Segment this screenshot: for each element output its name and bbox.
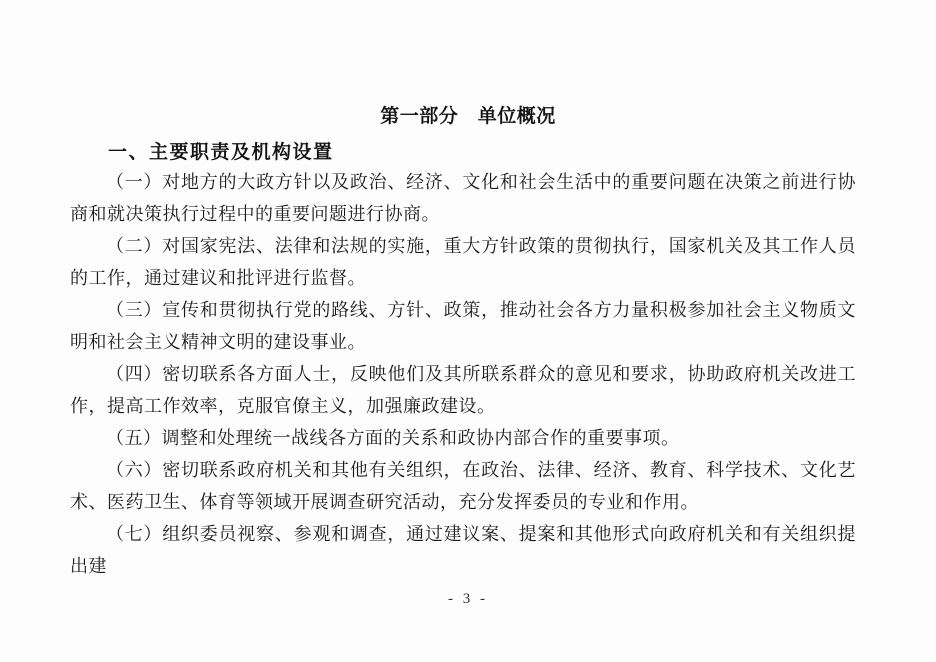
paragraph-5: （五）调整和处理统一战线各方面的关系和政协内部合作的重要事项。 <box>106 428 680 448</box>
paragraph-2: （二）对国家宪法、法律和法规的实施，重大方针政策的贯彻执行，国家机关及其工作人员的工作，通过建议和批评进行监督。 <box>70 236 856 288</box>
paragraph-3: （三）宣传和贯彻执行党的路线、方针、政策，推动社会各方力量积极参加社会主义物质文明和社会主义精神文明的建设事业。 <box>70 300 856 352</box>
document-title: 第一部分 单位概况 <box>380 106 556 127</box>
page-number: - 3 - <box>448 591 488 607</box>
section-heading: 一、主要职责及机构设置 <box>108 142 334 163</box>
paragraph-7: （七）组织委员视察、参观和调查，通过建议案、提案和其他形式向政府机关和有关组织提出建 <box>70 524 856 576</box>
paragraph-6: （六）密切联系政府机关和其他有关组织，在政治、法律、经济、教育、科学技术、文化艺术、医药卫生、体育等领域开展调查研究活动，充分发挥委员的专业和作用。 <box>70 460 856 512</box>
document-body <box>70 166 856 582</box>
paragraph-4: （四）密切联系各方面人士，反映他们及其所联系群众的意见和要求，协助政府机关改进工作，提高工作效率，克服官僚主义，加强廉政建设。 <box>70 364 856 416</box>
paragraph-1: （一）对地方的大政方针以及政治、经济、文化和社会生活中的重要问题在决策之前进行协商和就决策执行过程中的重要问题进行协商。 <box>70 172 856 224</box>
